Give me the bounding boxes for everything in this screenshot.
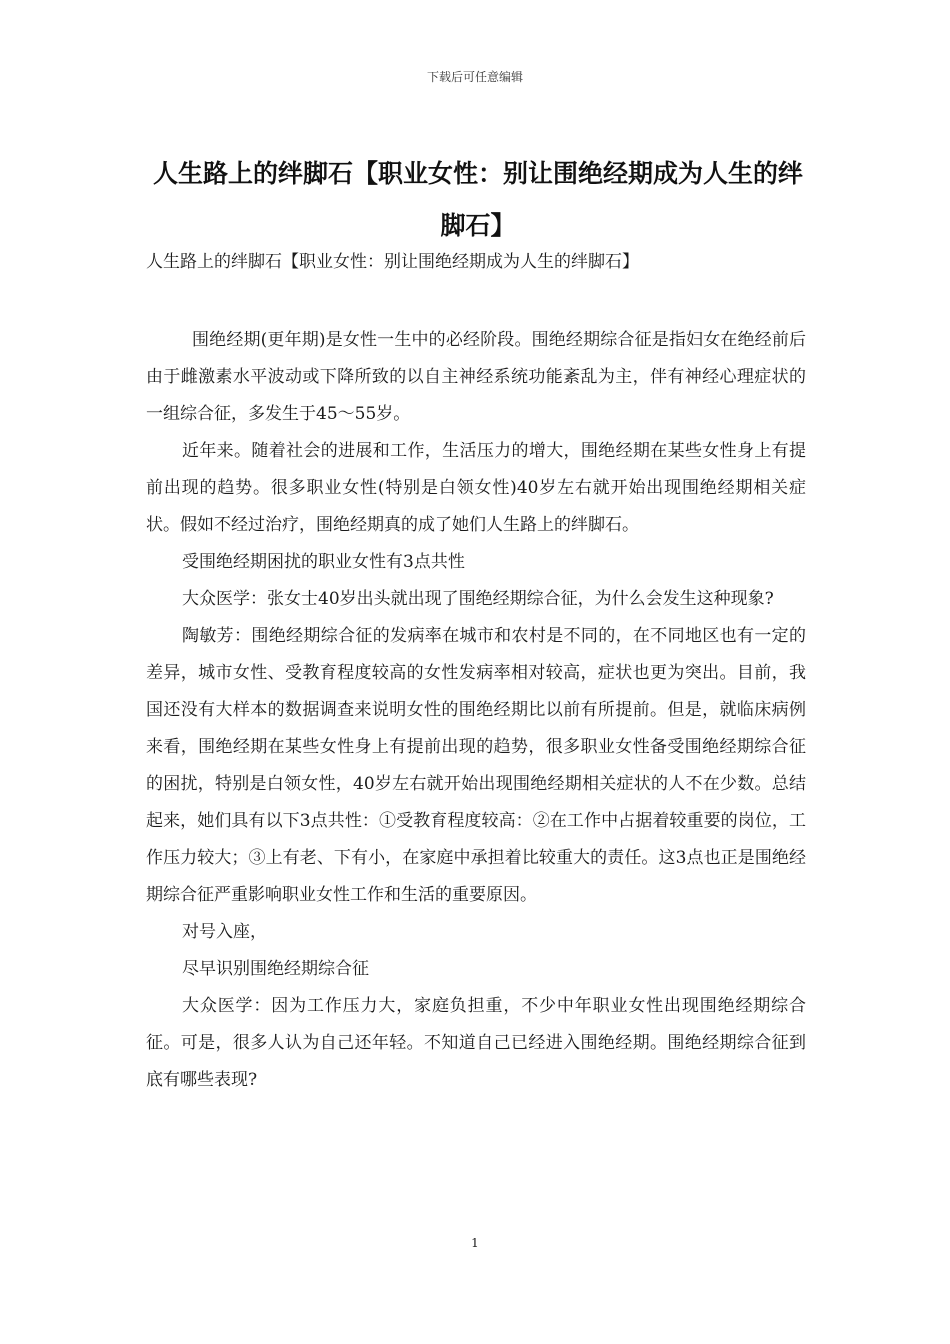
paragraph: 大众医学：张女士40岁出头就出现了围绝经期综合征，为什么会发生这种现象? [182, 589, 774, 609]
paragraph: 近年来。随着社会的进展和工作，生活压力的增大，围绝经期在某些女性身上有提前出现的趋势。很多职业女性(特别是白领女性)40岁左右就开始出现围绝经期相关症状。假如不经过治疗，围绝经期真的成了她们人生路上的绊脚石。 [146, 441, 806, 535]
page-number: 1 [471, 1236, 479, 1250]
section-heading: 受围绝经期困扰的职业女性有3点共性 [182, 552, 465, 572]
paragraph: 陶敏芳：围绝经期综合征的发病率在城市和农村是不同的，在不同地区也有一定的差异，城市女性、受教育程度较高的女性发病率相对较高，症状也更为突出。目前，我国还没有大样本的数据调查来说明女性的围绝经期比以前有所提前。但是，就临床病例来看，围绝经期在某些女性身上有提前出现的趋势，很多职业女性备受围绝经期综合征的困扰，特别是白领女性，40岁左右就开始出现围绝经期相关症状的人不在少数。总结起来，她们具有以下3点共性：①受教育程度较高：②在工作中占据着较重要的岗位，工作压力较大；③上有老、下有小，在家庭中承担着比较重大的责任。这3点也正是围绝经期综合征严重影响职业女性工作和生活的重要原因。 [146, 626, 806, 905]
section-heading: 对号入座， [182, 922, 267, 942]
document-title: 人生路上的绊脚石【职业女性：别让围绝经期成为人生的绊脚石】 [152, 159, 803, 240]
header-note: 下载后可任意编辑 [426, 70, 523, 84]
section-heading: 尽早识别围绝经期综合征 [182, 959, 369, 979]
document-body [146, 322, 806, 1099]
document-subtitle: 人生路上的绊脚石【职业女性：别让围绝经期成为人生的绊脚石】 [146, 252, 639, 272]
paragraph: 围绝经期(更年期)是女性一生中的必经阶段。围绝经期综合征是指妇女在绝经前后由于雌激素水平波动或下降所致的以自主神经系统功能紊乱为主，伴有神经心理症状的一组综合征，多发生于45～55岁。 [146, 330, 806, 424]
paragraph: 大众医学：因为工作压力大，家庭负担重，不少中年职业女性出现围绝经期综合征。可是，很多人认为自己还年轻。不知道自己已经进入围绝经期。围绝经期综合征到底有哪些表现? [146, 996, 806, 1090]
